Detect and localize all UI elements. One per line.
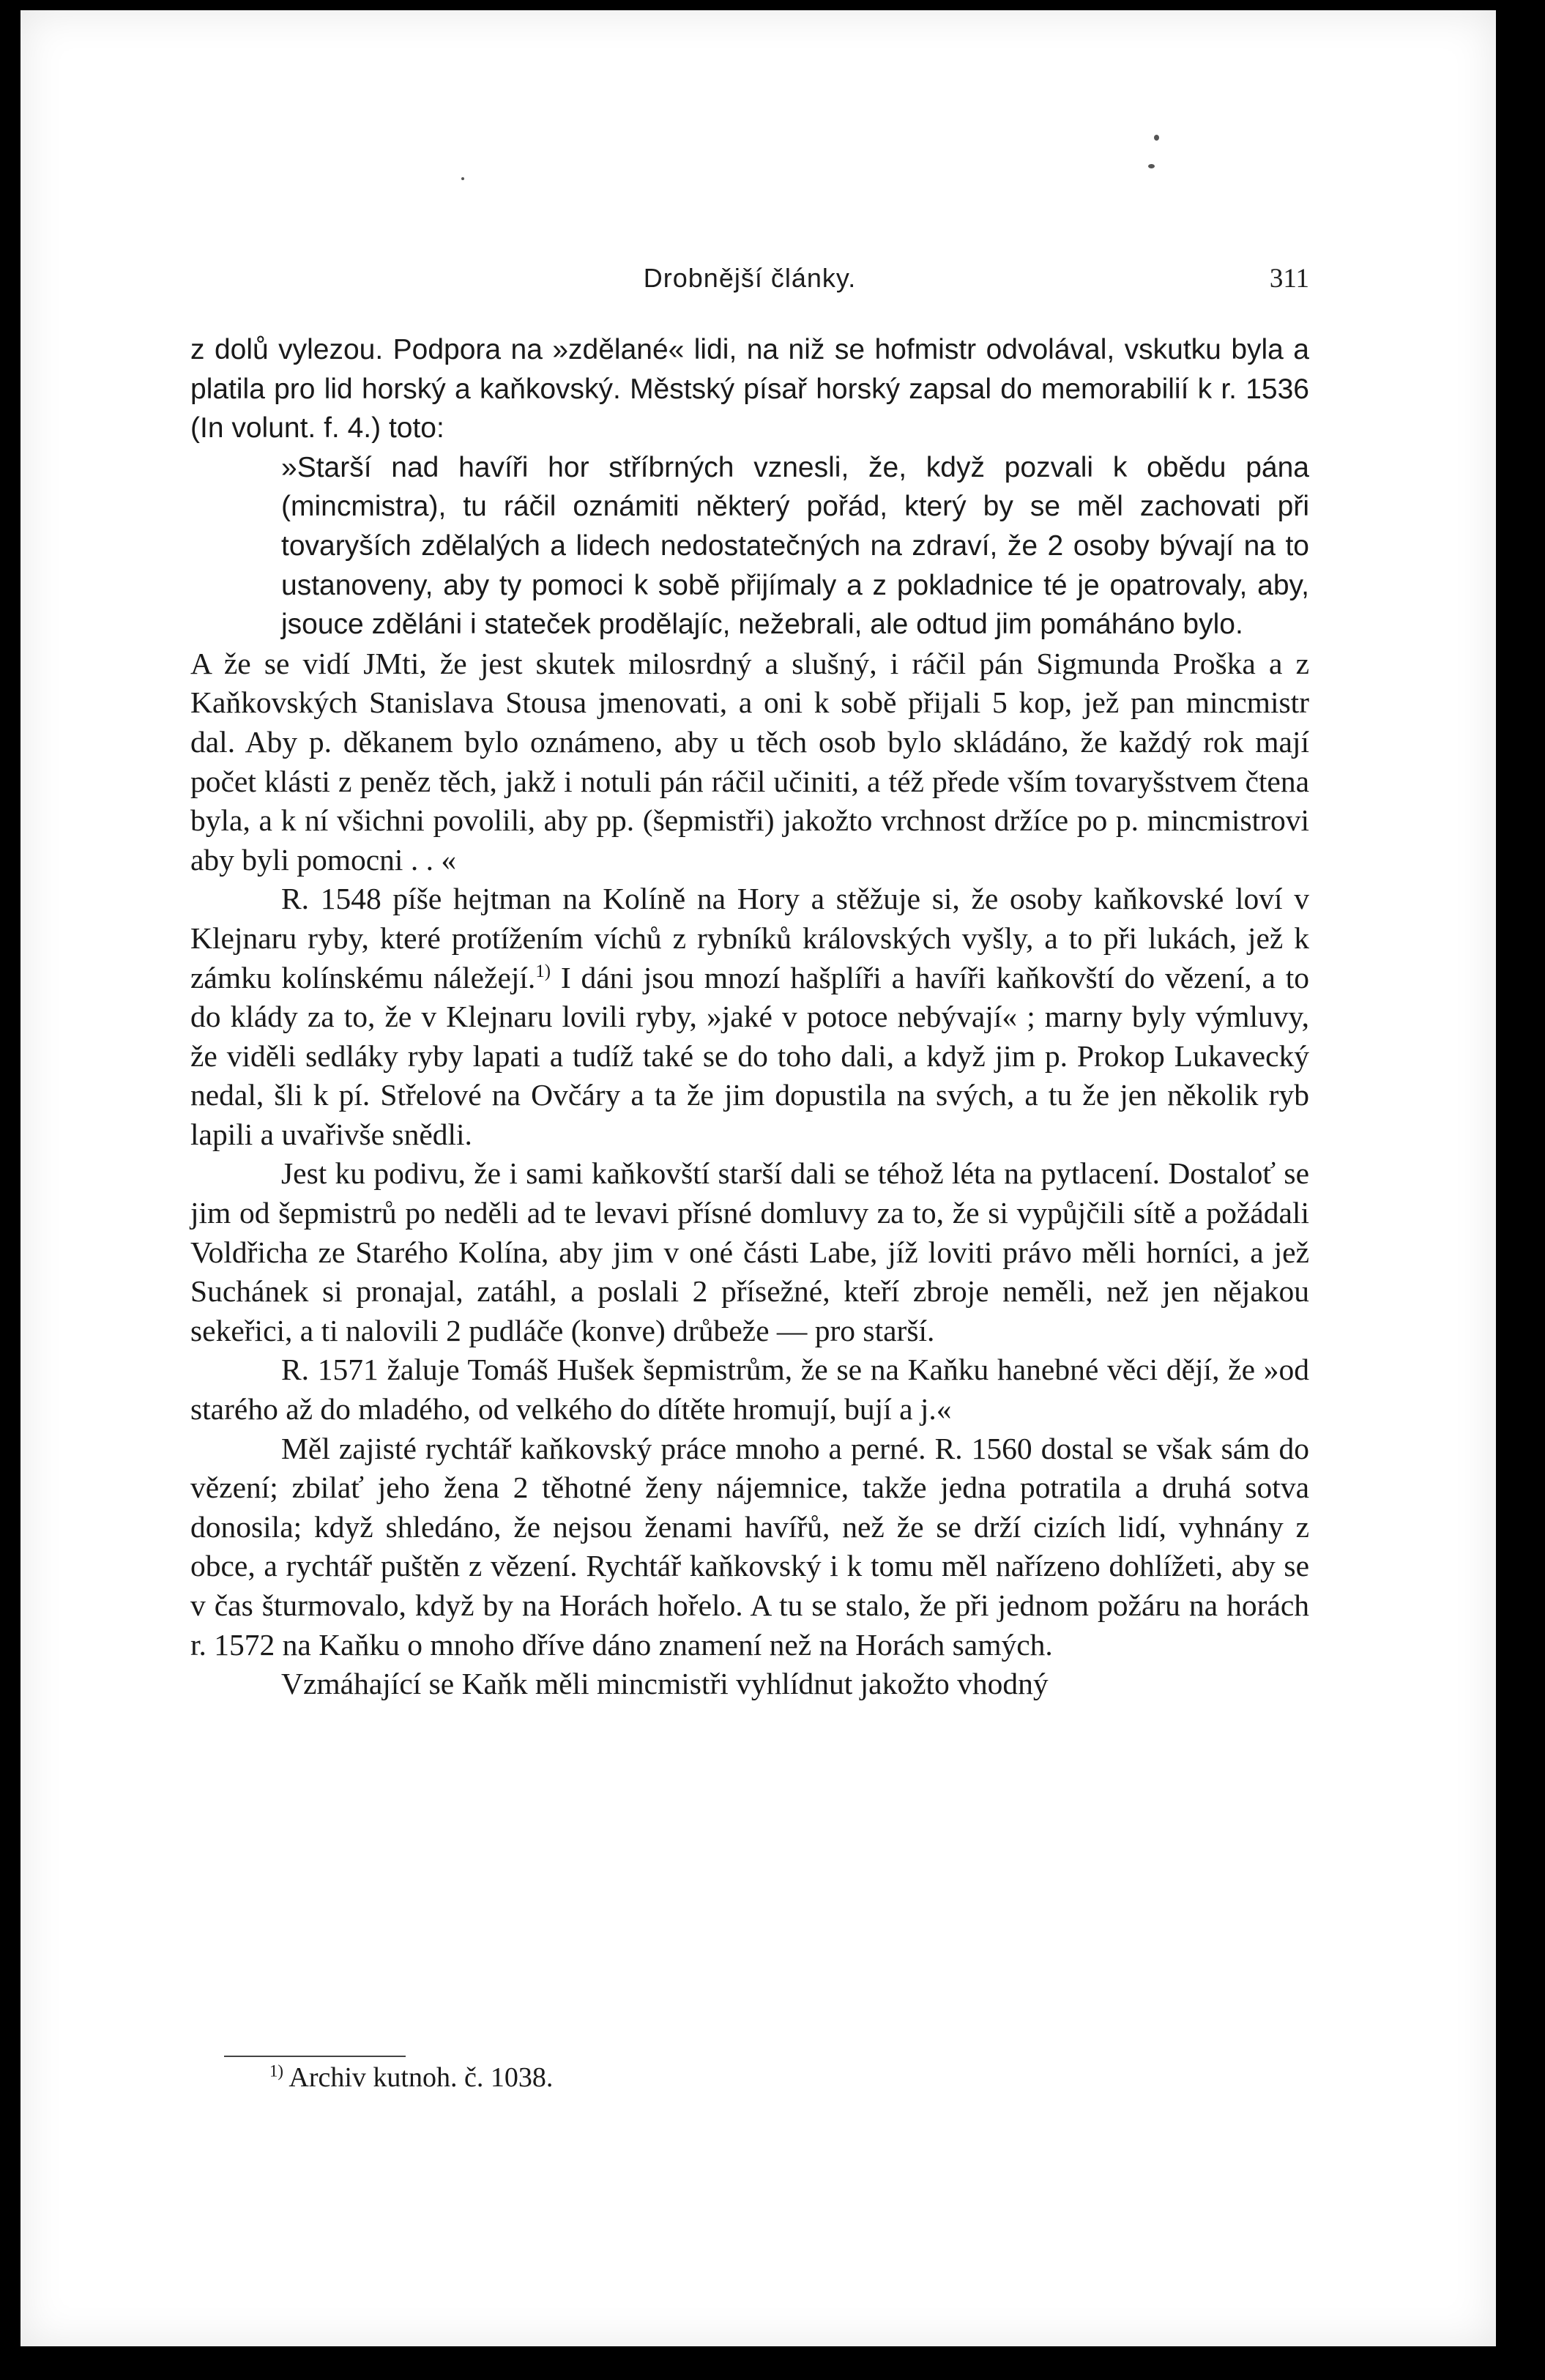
paragraph-text: Vzmáhající se Kaňk měli mincmistři vyhlídnut jakožto vhodný (281, 1667, 1049, 1701)
ink-speck (1154, 135, 1159, 141)
footnote-reference: 1) (535, 961, 551, 981)
paragraph-text: R. 1548 píše hejtman na Kolíně na Hory a stěžuje si, že osoby kaňkovské loví v Klejnaru ryby, které protížením víchů z rybníků královských vyšly, a to při lukách, jež k zámku kolínskému náležejí. (190, 882, 1309, 994)
paragraph (190, 1665, 1309, 1704)
page-number: 311 (1269, 264, 1309, 294)
running-title: Drobnější články. (643, 263, 857, 293)
paragraph-text: I dáni jsou mnozí hašplíři a havíři kaňkovští do vězení, a to do klády za to, že v Klejnaru lovili ryby, »jaké v potoce nebývají« ; marny byly výmluvy, že viděli sedláky ryby lapati a tudíž také se do toho dali, a když jim p. Prokop Lukavecký nedal, šli k pí. Střelové na Ovčáry a ta že jim dopustila na svých, a tu že jen několik ryb lapili a uvařivše snědli. (190, 960, 1309, 1151)
paragraph (190, 330, 1309, 644)
paragraph (190, 644, 1309, 880)
ink-speck (461, 177, 464, 180)
footnote-text: Archiv kutnoh. č. 1038. (283, 2062, 554, 2093)
ink-speck (1148, 164, 1155, 168)
paragraph (190, 880, 1309, 1154)
quote-opening: »Starší nad havíři hor stříbrných vznesli, že, když pozvali k obědu pána (mincmistra), tu ráčil oznámiti některý pořád, který by se měl zachovati při tovaryších zdělalých a lidech nedostatečných na zdraví, že 2 osoby bývají na to ustanoveny, aby ty pomoci k sobě přijímaly a z pokladnice té je opatrovaly, aby, jsouce zděláni i stateček prodělajíc, nežebrali, ale odtud jim pomáháno bylo. (281, 451, 1309, 641)
paragraph (190, 1429, 1309, 1665)
scanned-page (21, 10, 1496, 2346)
paragraph-text: A že se vidí JMti, že jest skutek milosrdný a slušný, i ráčil pán Sigmunda Proška a z Kaňkovských Stanislava Stousa jmenovati, a oni k sobě přijali 5 kop, jež pan mincmistr dal. Aby p. děkanem bylo oznámeno, aby u těch osob bylo skládáno, že každý rok mají počet klásti z peněz těch, jakž i notuli pán ráčil učiniti, a též přede vším tovaryšstvem čtena byla, a k ní všichni povolili, aby pp. (šepmistři) jakožto vrchnost držíce po p. mincmistrovi aby byli pomocni . . « (190, 646, 1309, 877)
paragraph (190, 1350, 1309, 1429)
footnote-divider (224, 2056, 406, 2057)
footnote (269, 2059, 553, 2096)
page-header (190, 263, 1309, 300)
paragraph-text: R. 1571 žaluje Tomáš Hušek šepmistrům, že se na Kaňku hanebné věci dějí, že »od starého až do mladého, od velkého do dítěte hromují, bují a j.« (190, 1353, 1309, 1427)
paragraph (190, 1154, 1309, 1350)
footnote-mark: 1) (269, 2061, 283, 2080)
paragraph-text: z dolů vylezou. Podpora na »zdělané« lidi, na niž se hofmistr odvolával, vskutku byla a platila pro lid horský a kaňkovský. Městský písař horský zapsal do memorabilií k r. 1536 (In volunt. f. 4.) toto: (190, 334, 1309, 445)
paragraph-text: Měl zajisté rychtář kaňkovský práce mnoho a perné. R. 1560 dostal se však sám do vězení; zbilať jeho žena 2 těhotné ženy nájemnice, takže jedna potratila a druhá sotva donosila; když shledáno, že nejsou ženami havířů, než že se drží cizích lidí, vyhnány z obce, a rychtář puštěn z vězení. Rychtář kaňkovský i k tomu měl nařízeno dohlížeti, aby se v čas šturmovalo, když by na Horách hořelo. A tu se stalo, že při jednom požáru na horách r. 1572 na Kaňku o mnoho dříve dáno znamení než na Horách samých. (190, 1431, 1309, 1662)
paragraph-text: Jest ku podivu, že i sami kaňkovští starší dali se téhož léta na pytlacení. Dostaloť se jim od šepmistrů po neděli ad te levavi přísné domluvy za to, že si vypůjčili sítě a požádali Voldřicha ze Starého Kolína, aby jim v oné části Labe, jíž loviti právo měli horníci, a jež Suchánek si pronajal, zatáhl, a poslali 2 přísežné, kteří zbroje neměli, než jen nějakou sekeřici, a ti nalovili 2 pudláče (konve) drůbeže — pro starší. (190, 1156, 1309, 1347)
body-text (190, 330, 1309, 1704)
